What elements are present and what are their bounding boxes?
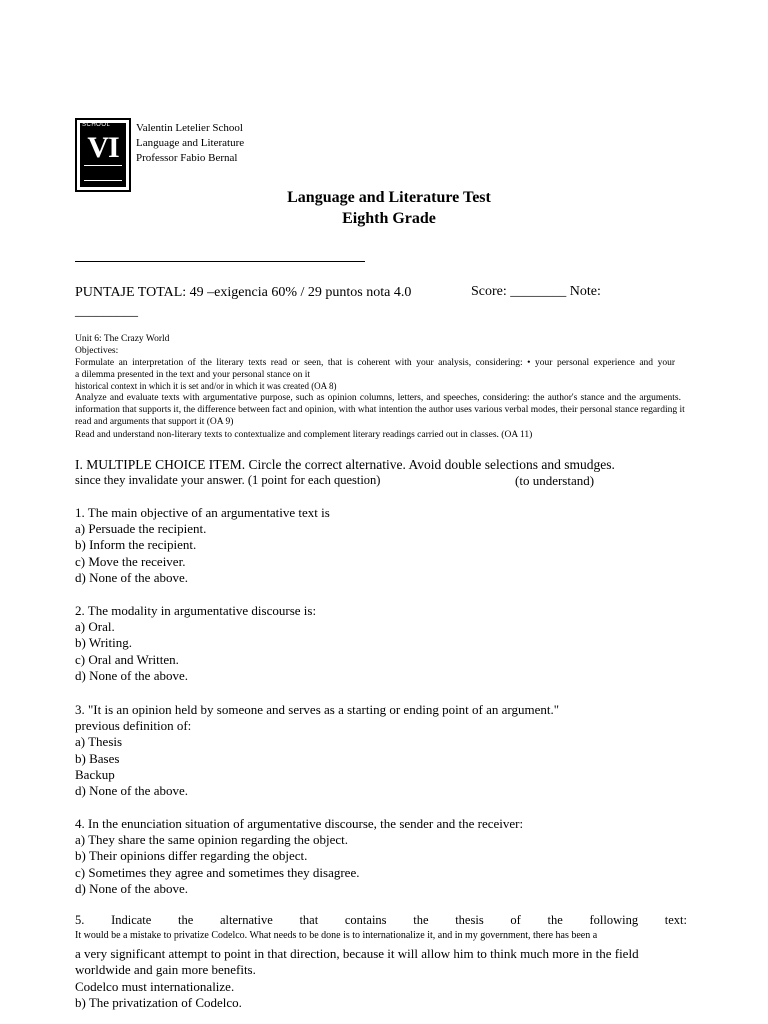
crest-school-text: SCHOOL bbox=[82, 122, 111, 128]
objectives-heading: Objectives: bbox=[75, 346, 119, 356]
option-c[interactable]: c) Sometimes they agree and sometimes they disagree. bbox=[75, 864, 360, 880]
objective-line: information that supports it, the difference between fact and opinion, with what intention the author uses various verbal modes, their personal stance regarding it bbox=[75, 405, 685, 415]
option-a[interactable]: a) Thesis bbox=[75, 734, 123, 750]
section-instructions: since they invalidate your answer. (1 point for each question) bbox=[75, 473, 381, 487]
option-b[interactable]: b) Their opinions differ regarding the object. bbox=[75, 848, 308, 864]
professor-name: Professor Fabio Bernal bbox=[136, 152, 238, 164]
unit-title: Unit 6: The Crazy World bbox=[75, 334, 170, 344]
question-text-cont: previous definition of: bbox=[75, 718, 192, 734]
objective-line: a dilemma presented in the text and your personal stance on it bbox=[75, 370, 311, 380]
school-crest-inner bbox=[80, 123, 126, 187]
objective-line: historical context in which it is set and/or in which it was created (OA 8) bbox=[75, 381, 337, 391]
skill-tag: (to understand) bbox=[515, 473, 595, 488]
school-header bbox=[136, 121, 244, 166]
name-line bbox=[75, 261, 365, 262]
question-5-text: worldwide and gain more benefits. bbox=[75, 962, 256, 977]
option-d[interactable]: d) None of the above. bbox=[75, 667, 188, 683]
objective-line: Analyze and evaluate texts with argumentative purpose, such as opinion columns, letters, and speeches, considering: the author's stance and the arguments. bbox=[75, 393, 681, 403]
crest-monogram: VI bbox=[87, 131, 119, 164]
question-text: 1. The main objective of an argumentative text is bbox=[75, 505, 330, 520]
test-grade: Eighth Grade bbox=[342, 210, 436, 227]
question-1 bbox=[75, 505, 330, 586]
option-b[interactable]: b) Inform the recipient. bbox=[75, 537, 197, 553]
objective-line: read and arguments that support it (OA 9) bbox=[75, 417, 234, 427]
crest-banner bbox=[84, 165, 122, 181]
option-d[interactable]: d) None of the above. bbox=[75, 880, 188, 896]
question-text: 2. The modality in argumentative discourse is: bbox=[75, 603, 317, 618]
section-heading: I. MULTIPLE CHOICE ITEM. Circle the correct alternative. Avoid double selections and smudges. bbox=[75, 457, 615, 472]
option-b[interactable]: b) Bases bbox=[75, 750, 120, 766]
question-5-text: It would be a mistake to privatize Codelco. What needs to be done is to internationalize it, and in my government, there has been a bbox=[75, 930, 598, 941]
test-title: Language and Literature Test bbox=[287, 189, 491, 206]
subject-name: Language and Literature bbox=[136, 137, 245, 149]
option-c[interactable]: Backup bbox=[75, 766, 115, 782]
option-b[interactable]: b) The privatization of Codelco. bbox=[75, 995, 242, 1010]
question-text: 4. In the enunciation situation of argumentative discourse, the sender and the receiver: bbox=[75, 816, 524, 831]
option-a[interactable]: a) Oral. bbox=[75, 619, 115, 635]
option-d[interactable]: d) None of the above. bbox=[75, 569, 188, 585]
school-crest-icon bbox=[75, 118, 131, 192]
question-5-prompt: 5. Indicate the alternative that contains the thesis of the following text: bbox=[75, 913, 687, 927]
question-5-text: a very significant attempt to point in that direction, because it will allow him to think much more in the field bbox=[75, 946, 639, 961]
score-note-label: Score: ________ Note: bbox=[471, 284, 601, 299]
note-blank: _________ bbox=[75, 304, 138, 319]
option-b[interactable]: b) Writing. bbox=[75, 635, 133, 651]
option-a[interactable]: a) Persuade the recipient. bbox=[75, 521, 207, 537]
option-d[interactable]: d) None of the above. bbox=[75, 783, 188, 799]
question-2 bbox=[75, 603, 316, 684]
option-c[interactable]: c) Oral and Written. bbox=[75, 651, 179, 667]
option-a[interactable]: a) They share the same opinion regarding the object. bbox=[75, 832, 349, 848]
option-c[interactable]: c) Move the receiver. bbox=[75, 553, 186, 569]
objective-line: Read and understand non-literary texts to contextualize and complement literary readings carried out in classes. (OA 11) bbox=[75, 430, 533, 440]
question-text: 3. "It is an opinion held by someone and serves as a starting or ending point of an argument." bbox=[75, 702, 560, 717]
option-a[interactable]: Codelco must internationalize. bbox=[75, 979, 235, 994]
objective-line: Formulate an interpretation of the literary texts read or seen, that is coherent with your analysis, considering: • your personal experience and your bbox=[75, 358, 675, 368]
question-3 bbox=[75, 702, 559, 799]
puntaje-total: PUNTAJE TOTAL: 49 –exigencia 60% / 29 puntos nota 4.0 bbox=[75, 285, 412, 300]
question-4 bbox=[75, 816, 523, 897]
school-name: Valentin Letelier School bbox=[136, 122, 243, 134]
